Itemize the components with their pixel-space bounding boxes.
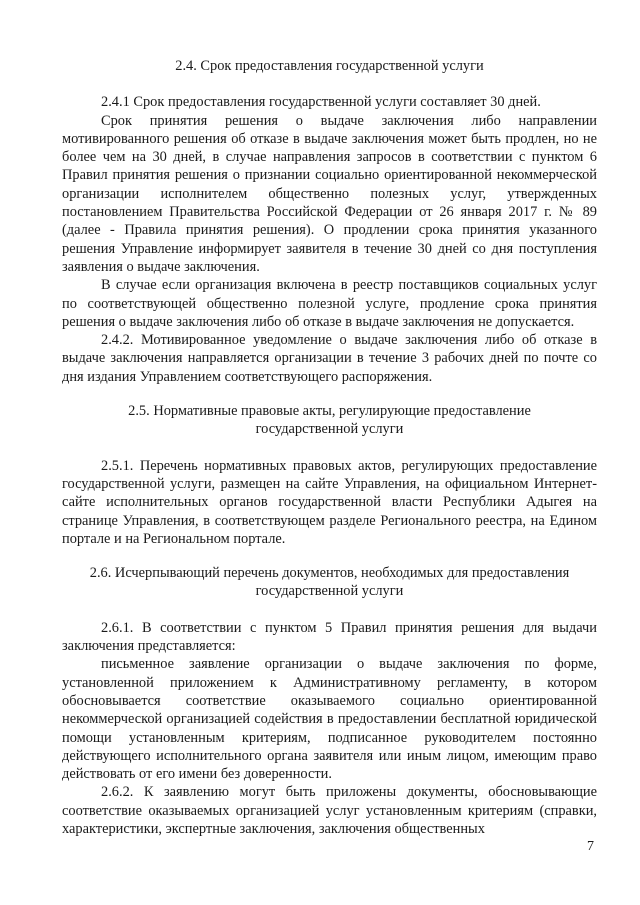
section-heading-2-5 (62, 402, 597, 439)
paragraph: 2.5.1. Перечень нормативных правовых актов, регулирующих предоставление государственной услуги, размещен на сайте Управления, на официальном Интернет-сайте исполнительных органов государственной власти Республики Адыгея на странице Управления, в соответствующем разделе Регионального реестра, на Едином портале и на Региональном портале. (62, 457, 597, 547)
heading-line: 2.5. Нормативные правовые акты, регулирующие предоставление (128, 403, 531, 420)
heading-line: 2.6. Исчерпывающий перечень документов, необходимых для предоставления (89, 565, 570, 582)
paragraph: 2.4.1 Срок предоставления государственной услуги составляет 30 дней. (101, 94, 541, 111)
paragraph: письменное заявление организации о выдаче заключения по форме, установленной приложением к Административному регламенту, в котором обосновывается соответствие оказываемого социально ориентированной некоммерческой организацией содействия в предоставлении бесплатной юридической помощи установленным критериям, подписанное руководителем постоянно действующего исполнительного органа заявителя или иным лицом, имеющим право действовать от его имени без доверенности. (62, 656, 597, 783)
paragraph: В случае если организация включена в реестр поставщиков социальных услуг по соответствующей общественно полезной услуге, продление срока принятия решения о выдаче заключения либо об отказе в выдаче заключения не допускается. (62, 277, 597, 330)
paragraph: 2.6.2. К заявлению могут быть приложены документы, обосновывающие соответствие оказываемых организацией услуг установленным критериям (справки, характеристики, экспертные заключения, заключения общественных (62, 784, 597, 837)
paragraph: 2.4.2. Мотивированное уведомление о выдаче заключения либо об отказе в выдаче заключения направляется организации в течение 3 рабочих дней по почте со дня издания Управлением соответствующего распоряжения. (62, 332, 597, 385)
paragraph: 2.6.1. В соответствии с пунктом 5 Правил принятия решения для выдачи заключения представляется: (62, 619, 597, 655)
section-heading-2-6 (62, 564, 597, 601)
paragraph: Срок принятия решения о выдаче заключения либо направлении мотивированного решения об отказе в выдаче заключения может быть продлен, но не более чем на 30 дней, в случае направления запросов в соответствии с пунктом 6 Правил принятия решения о признании социально ориентированной некоммерческой организации исполнителем общественно полезных услуг, утвержденных постановлением Правительства Российской Федерации от 26 января 2017 г. № 89 (далее - Правила принятия решения). О продлении срока принятия указанного решения Управление информирует заявителя в течение 30 дней со дня поступления заявления о выдаче заключения. (62, 112, 597, 275)
section-heading-2-4: 2.4. Срок предоставления государственной услуги (175, 58, 484, 74)
heading-line: государственной услуги (255, 421, 404, 438)
page-number: 7 (587, 839, 594, 854)
document-body (62, 57, 597, 838)
heading-line: государственной услуги (255, 583, 404, 600)
